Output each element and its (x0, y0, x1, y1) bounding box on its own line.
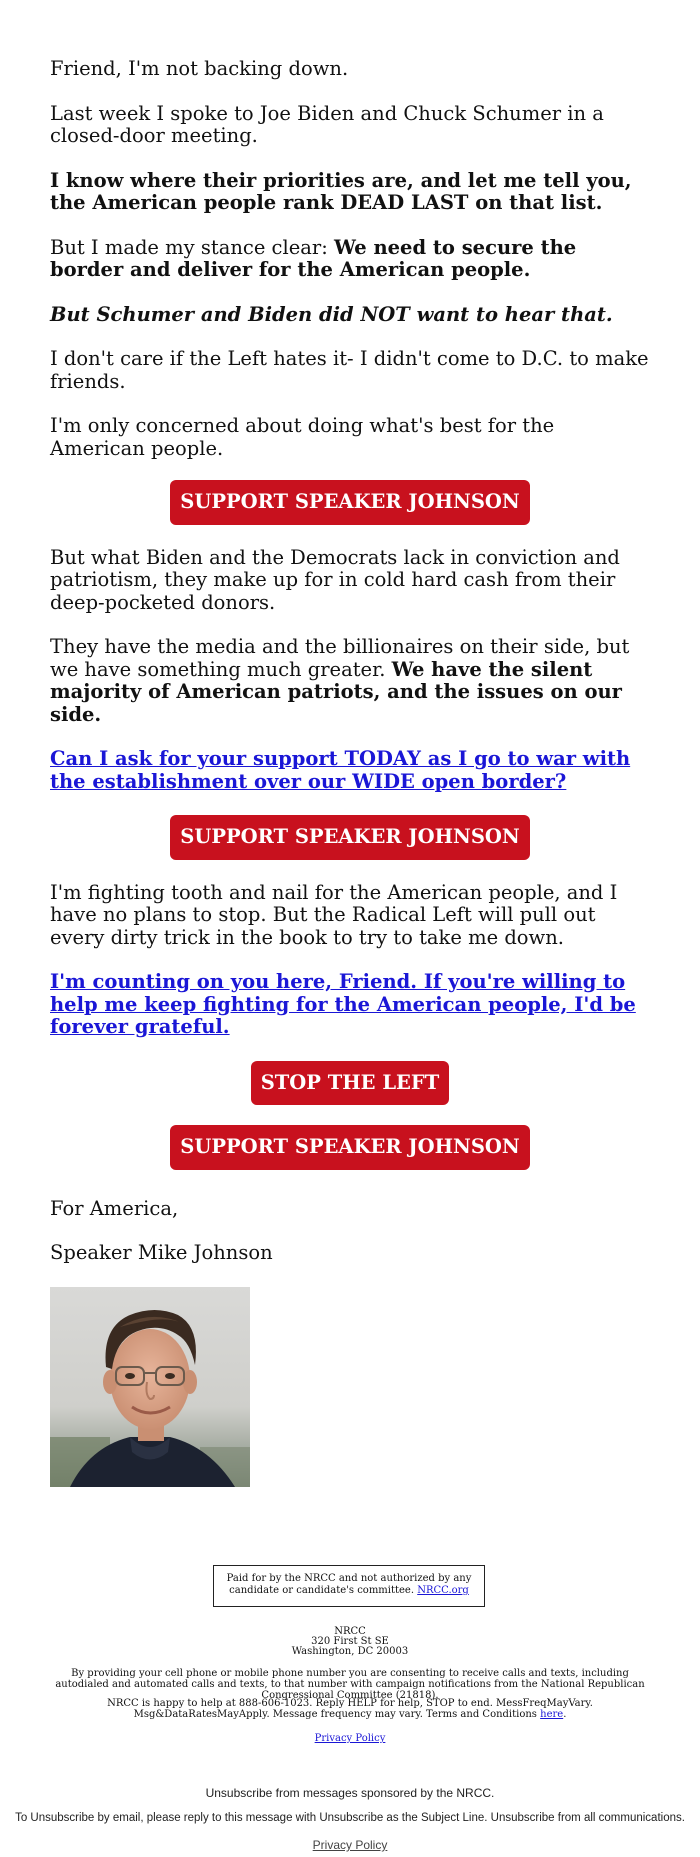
button-row (50, 815, 650, 860)
signature: Speaker Mike Johnson (50, 1241, 273, 1264)
privacy-policy-link[interactable]: Privacy Policy (314, 1733, 386, 1744)
button-row (50, 1125, 650, 1170)
support-speaker-button[interactable]: SUPPORT SPEAKER JOHNSON (170, 480, 529, 525)
greeting: Friend, I'm not backing down. (50, 57, 349, 80)
closing: For America, (50, 1196, 179, 1220)
bold-text: We need to secure the border and deliver for the American people. (50, 235, 577, 281)
support-speaker-button[interactable]: SUPPORT SPEAKER JOHNSON (170, 815, 529, 860)
privacy-row (48, 1733, 652, 1744)
bold-text: I know where their priorities are, and let me tell you, the American people rank DEAD LAST on that list. (50, 168, 632, 214)
email-body (50, 58, 650, 1487)
speaker-portrait-photo (50, 1287, 250, 1487)
city-address: Washington, DC 20003 (291, 1646, 409, 1657)
paragraph-meeting: Last week I spoke to Joe Biden and Chuck Schumer in a closed-door meeting. (50, 101, 604, 147)
stop-the-left-button[interactable]: STOP THE LEFT (251, 1061, 450, 1106)
paragraph-cash: But what Biden and the Democrats lack in conviction and patriotism, they make up for in cold hard cash from their deep-pocketed donors. (50, 545, 620, 614)
lead-text: But I made my stance clear: (50, 235, 334, 259)
help-text-block: NRCC is happy to help at 888-606-1023. Reply HELP for help, STOP to end. MessFreqMayVary. Msg&DataRatesMayApply. Message frequency may vary. Terms and Conditions here. (107, 1698, 593, 1720)
terms-here-link[interactable]: here (540, 1709, 564, 1720)
sms-consent-text: By providing your cell phone or mobile phone number you are consenting to receive calls and texts, including autodialed and automated calls and texts, to that number with campaign notifications from the National Republican Congressional Committee (21818). (55, 1668, 645, 1701)
privacy-row (0, 1838, 700, 1852)
paragraph-silent-majority (50, 636, 650, 726)
nrcc-org-link[interactable]: NRCC.org (417, 1585, 469, 1596)
paragraph-concerned: I'm only concerned about doing what's best for the American people. (50, 414, 555, 460)
unsubscribe-sponsored[interactable]: Unsubscribe from messages sponsored by the NRCC. (205, 1786, 495, 1800)
bold-text: We have the silent majority of American patriots, and the issues on our side. (50, 657, 622, 726)
button-row (50, 1061, 650, 1106)
paragraph-stance (50, 237, 650, 282)
bold-italic-text: But Schumer and Biden did NOT want to hear that. (50, 302, 613, 326)
org-name: NRCC (334, 1626, 366, 1637)
paid-for-text: Paid for by the NRCC and not authorized by any candidate or candidate's committee. (226, 1573, 472, 1596)
street-address: 320 First St SE (311, 1636, 389, 1647)
paragraph-link-counting (50, 971, 650, 1039)
support-speaker-button[interactable]: SUPPORT SPEAKER JOHNSON (170, 1125, 529, 1170)
mailing-address (0, 1627, 700, 1657)
paragraph-priorities (50, 170, 650, 215)
support-today-link[interactable]: Can I ask for your support TODAY as I go to war with the establishment over our WIDE open border? (50, 747, 631, 793)
paragraph-link-support (50, 748, 650, 793)
paragraph-left-hates: I don't care if the Left hates it- I didn't come to D.C. to make friends. (50, 347, 649, 393)
paid-for-disclaimer (213, 1565, 485, 1607)
lead-text: They have the media and the billionaires on their side, but we have something much greater. (50, 635, 630, 681)
unsubscribe-email-instructions: To Unsubscribe by email, please reply to this message with Unsubscribe as the Subject Line. Unsubscribe from all communications. (15, 1812, 685, 1824)
help-text: NRCC is happy to help at 888-606-1023. Reply HELP for help, STOP to end. MessFreqMayVary. Msg&DataRatesMayApply. Message frequency may vary. Terms and Conditions (107, 1698, 593, 1720)
privacy-policy-link[interactable]: Privacy Policy (312, 1838, 388, 1852)
button-row (50, 480, 650, 525)
paragraph-schumer-biden (50, 304, 650, 327)
counting-on-you-link[interactable]: I'm counting on you here, Friend. If you're willing to help me keep fighting for the American people, I'd be forever grateful. (50, 970, 636, 1038)
paragraph-fighting: I'm fighting tooth and nail for the American people, and I have no plans to stop. But the Radical Left will pull out every dirty trick in the book to try to take me down. (50, 880, 618, 949)
